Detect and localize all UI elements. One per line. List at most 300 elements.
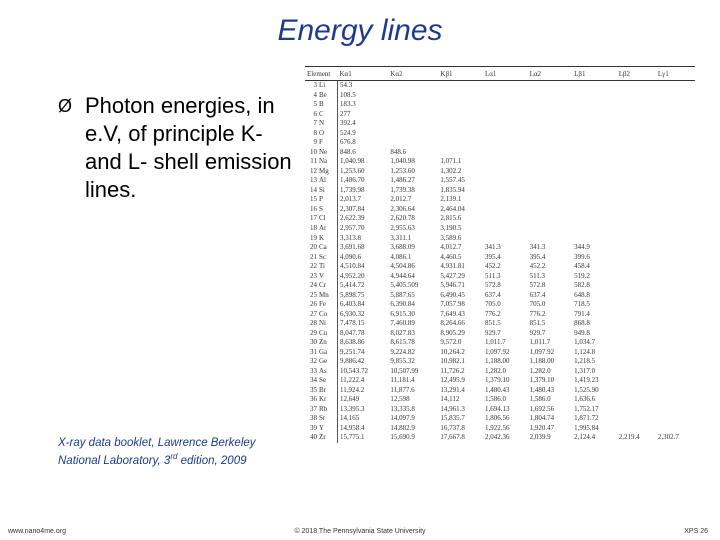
kb1-value: 1,302.2 xyxy=(440,166,462,175)
element-symbol: N xyxy=(318,119,338,129)
la1-value xyxy=(483,167,528,177)
kb1-value xyxy=(438,148,483,158)
table-row xyxy=(305,138,695,148)
table-row xyxy=(305,91,695,101)
lg1-value xyxy=(656,138,695,148)
lb2-value xyxy=(617,100,656,110)
ka2-value xyxy=(388,110,438,120)
lg1-value xyxy=(656,252,695,262)
table-row xyxy=(305,347,695,357)
la1-value: 452.2 xyxy=(484,262,501,271)
la2-value: 395.4 xyxy=(529,252,546,261)
table-row xyxy=(305,376,695,386)
lb1-value xyxy=(572,157,617,167)
ka2-value: 1,486.27 xyxy=(390,176,415,185)
kb1-value: 1,835.94 xyxy=(440,185,465,194)
ka2-value xyxy=(388,119,438,129)
lg1-value xyxy=(656,100,695,110)
lb1-value: 1,636.6 xyxy=(574,395,596,404)
ka2-value: 14,097.9 xyxy=(390,414,415,423)
kb1-value: 1,557.45 xyxy=(440,176,465,185)
ka2-value xyxy=(388,100,438,110)
atomic-number: 13 xyxy=(310,176,317,185)
la2-value: 341.3 xyxy=(529,243,546,252)
table-row xyxy=(305,433,695,443)
lb2-value xyxy=(617,290,656,300)
table-row xyxy=(305,281,695,291)
kb1-value xyxy=(438,129,483,139)
atomic-number: 10 xyxy=(310,147,317,156)
lb1-value: 399.6 xyxy=(574,252,590,261)
ka2-value: 6,390.84 xyxy=(390,300,415,309)
la2-value xyxy=(528,224,573,234)
element-symbol: Co xyxy=(318,309,338,319)
lb2-value xyxy=(617,347,656,357)
atomic-number: 29 xyxy=(310,328,317,337)
kb1-value xyxy=(438,119,483,129)
la2-value: 776.2 xyxy=(529,309,546,318)
la2-value xyxy=(528,157,573,167)
la2-value: 1,379.10 xyxy=(529,376,555,385)
la1-value: 1,480.43 xyxy=(484,385,510,394)
ka2-value: 12,598 xyxy=(390,395,410,404)
ka1-value: 8,047.78 xyxy=(340,328,365,337)
lb1-value: 1,218.5 xyxy=(574,357,596,366)
atomic-number: 39 xyxy=(310,423,317,432)
element-symbol: Cr xyxy=(318,281,338,291)
column-header-kb1: Kβ1 xyxy=(438,67,483,81)
atomic-number: 24 xyxy=(310,281,317,290)
kb1-value: 12,495.9 xyxy=(440,376,465,385)
kb1-value: 4,012.7 xyxy=(440,243,462,252)
element-symbol: Y xyxy=(318,424,338,434)
atomic-number: 6 xyxy=(313,109,317,118)
kb1-value: 5,427.29 xyxy=(440,271,465,280)
atomic-number: 7 xyxy=(313,119,317,128)
bullet-point xyxy=(58,92,293,204)
la1-value: 705.0 xyxy=(484,300,501,309)
column-header-ka2: Kα2 xyxy=(388,67,438,81)
table-row xyxy=(305,176,695,186)
lb2-value xyxy=(617,81,656,91)
la1-value: 395.4 xyxy=(484,252,501,261)
kb1-value: 3,190.5 xyxy=(440,223,462,232)
atomic-number: 17 xyxy=(310,214,317,223)
ka2-value: 4,504.86 xyxy=(390,262,415,271)
element-symbol: Fe xyxy=(318,300,338,310)
la2-value xyxy=(528,195,573,205)
la1-value xyxy=(483,224,528,234)
kb1-value: 8,905.29 xyxy=(440,328,465,337)
lb1-value: 1,525.90 xyxy=(574,385,599,394)
lg1-value xyxy=(656,414,695,424)
table-row xyxy=(305,262,695,272)
lb1-value: 519.2 xyxy=(574,271,590,280)
kb1-value xyxy=(438,138,483,148)
table-row xyxy=(305,119,695,129)
la2-value: 1,011.7 xyxy=(529,338,551,347)
table-row xyxy=(305,386,695,396)
footer-copyright: © 2018 The Pennsylvania State University xyxy=(294,528,426,535)
lb2-value xyxy=(617,195,656,205)
element-symbol: Ni xyxy=(318,319,338,329)
la1-value xyxy=(483,214,528,224)
element-symbol: Mn xyxy=(318,290,338,300)
la2-value: 1,097.92 xyxy=(529,347,555,356)
atomic-number: 16 xyxy=(310,204,317,213)
lb1-value xyxy=(572,119,617,129)
element-symbol: P xyxy=(318,195,338,205)
ka1-value: 4,510.84 xyxy=(340,262,365,271)
lb2-value xyxy=(617,167,656,177)
kb1-value: 13,291.4 xyxy=(440,385,465,394)
kb1-value: 2,815.6 xyxy=(440,214,462,223)
la1-value: 1,922.56 xyxy=(484,423,510,432)
column-header-lg1: Lγ1 xyxy=(656,67,695,81)
element-symbol: Ne xyxy=(318,148,338,158)
table-row xyxy=(305,357,695,367)
la1-value xyxy=(483,157,528,167)
lb2-value xyxy=(617,148,656,158)
element-symbol: Na xyxy=(318,157,338,167)
element-symbol: O xyxy=(318,129,338,139)
table-row xyxy=(305,157,695,167)
table-row xyxy=(305,319,695,329)
lg1-value xyxy=(656,167,695,177)
ka1-value: 1,253.60 xyxy=(340,166,365,175)
lb1-value xyxy=(572,129,617,139)
la2-value: 851.5 xyxy=(529,319,546,328)
lb1-value xyxy=(572,100,617,110)
element-symbol: C xyxy=(318,110,338,120)
table-row xyxy=(305,129,695,139)
column-header-la1: Lα1 xyxy=(483,67,528,81)
element-symbol: Ca xyxy=(318,243,338,253)
element-symbol: Cl xyxy=(318,214,338,224)
table-row xyxy=(305,366,695,376)
ka1-value: 9,251.74 xyxy=(340,347,365,356)
lb1-value xyxy=(572,110,617,120)
atomic-number: 40 xyxy=(310,433,317,442)
kb1-value: 3,589.6 xyxy=(440,233,462,242)
atomic-number: 26 xyxy=(310,300,317,309)
atomic-number: 8 xyxy=(313,128,317,137)
element-symbol: Se xyxy=(318,376,338,386)
ka1-value: 11,924.2 xyxy=(340,385,365,394)
ka2-value: 2,306.64 xyxy=(390,204,415,213)
atomic-number: 9 xyxy=(313,138,317,147)
element-symbol: Ga xyxy=(318,347,338,357)
lb1-value: 1,034.7 xyxy=(574,338,596,347)
footer-website: www.nano4me.org xyxy=(8,528,66,535)
lb2-value xyxy=(617,176,656,186)
lb2-value xyxy=(617,224,656,234)
ka1-value: 848.6 xyxy=(340,147,356,156)
element-symbol: V xyxy=(318,271,338,281)
ka1-value: 3,313.8 xyxy=(340,233,361,242)
la1-value: 511.3 xyxy=(484,271,501,280)
ka2-value: 3,688.09 xyxy=(390,243,415,252)
lg1-value xyxy=(656,281,695,291)
kb1-value xyxy=(438,100,483,110)
column-header-la2: Lα2 xyxy=(528,67,573,81)
ka1-value: 10,543.72 xyxy=(340,366,368,375)
ka1-value: 1,739.98 xyxy=(340,185,365,194)
table-row xyxy=(305,205,695,215)
element-symbol: Br xyxy=(318,386,338,396)
ka1-value: 2,622.39 xyxy=(340,214,365,223)
lg1-value xyxy=(656,110,695,120)
ka2-value: 10,507.99 xyxy=(390,366,419,375)
la2-value: 452.2 xyxy=(529,262,546,271)
la1-value xyxy=(483,148,528,158)
element-symbol: Kr xyxy=(318,395,338,405)
lg1-value xyxy=(656,424,695,434)
table-row xyxy=(305,100,695,110)
lb1-value: 648.8 xyxy=(574,290,590,299)
ka1-value: 5,414.72 xyxy=(340,281,365,290)
lg1-value xyxy=(656,300,695,310)
atomic-number: 25 xyxy=(310,290,317,299)
lg1-value xyxy=(656,91,695,101)
la1-value xyxy=(483,91,528,101)
ka2-value xyxy=(388,138,438,148)
table-row xyxy=(305,271,695,281)
lb1-value: 1,752.17 xyxy=(574,404,599,413)
kb1-value: 4,931.81 xyxy=(440,262,465,271)
la1-value: 776.2 xyxy=(484,309,501,318)
ka2-value xyxy=(388,91,438,101)
element-symbol: B xyxy=(318,100,338,110)
table-row xyxy=(305,214,695,224)
la2-value xyxy=(528,148,573,158)
lg1-value xyxy=(656,186,695,196)
la1-value: 1,188.00 xyxy=(484,357,510,366)
ka1-value: 54.3 xyxy=(340,81,353,90)
table-row xyxy=(305,110,695,120)
la2-value: 637.4 xyxy=(529,290,546,299)
element-symbol: Mg xyxy=(318,167,338,177)
atomic-number: 38 xyxy=(310,414,317,423)
ka2-value: 4,086.1 xyxy=(390,252,412,261)
column-header-lb1: Lβ1 xyxy=(572,67,617,81)
lg1-value xyxy=(656,176,695,186)
kb1-value: 2,464.04 xyxy=(440,204,465,213)
lb1-value xyxy=(572,214,617,224)
atomic-number: 14 xyxy=(310,185,317,194)
kb1-value: 10,264.2 xyxy=(440,347,465,356)
la1-value xyxy=(483,138,528,148)
lb1-value: 582.8 xyxy=(574,281,590,290)
atomic-number: 20 xyxy=(310,243,317,252)
lb2-value xyxy=(617,110,656,120)
atomic-number: 11 xyxy=(310,157,317,166)
lb1-value: 949.8 xyxy=(574,328,590,337)
lb2-value xyxy=(617,300,656,310)
la2-value: 1,282.0 xyxy=(529,366,551,375)
atomic-number: 19 xyxy=(310,233,317,242)
lb1-value: 458.4 xyxy=(574,262,590,271)
atomic-number: 23 xyxy=(310,271,317,280)
table-row xyxy=(305,300,695,310)
kb1-value: 1,071.1 xyxy=(440,157,462,166)
la2-value xyxy=(528,214,573,224)
kb1-value: 2,139.1 xyxy=(440,195,462,204)
lb2-value xyxy=(617,129,656,139)
lb2-value xyxy=(617,414,656,424)
ka2-value: 1,040.98 xyxy=(390,157,415,166)
lb2-value xyxy=(617,262,656,272)
la1-value: 572.8 xyxy=(484,281,501,290)
lg1-value xyxy=(656,290,695,300)
ka2-value xyxy=(388,129,438,139)
emission-lines-table-image xyxy=(305,66,695,482)
ka1-value: 13,395.3 xyxy=(340,404,365,413)
la1-value: 851.5 xyxy=(484,319,501,328)
lg1-value xyxy=(656,129,695,139)
atomic-number: 18 xyxy=(310,223,317,232)
la1-value: 1,282.0 xyxy=(484,366,506,375)
la2-value: 1,804.74 xyxy=(529,414,555,423)
lb1-value: 1,871.72 xyxy=(574,414,599,423)
lb2-value xyxy=(617,366,656,376)
ka2-value: 9,224.82 xyxy=(390,347,415,356)
kb1-value: 15,835.7 xyxy=(440,414,465,423)
ka1-value: 2,957.70 xyxy=(340,223,365,232)
la2-value: 1,586.0 xyxy=(529,395,551,404)
lb2-value xyxy=(617,205,656,215)
table-row xyxy=(305,328,695,338)
ka1-value: 15,775.1 xyxy=(340,433,365,442)
la2-value xyxy=(528,110,573,120)
slide-title: Energy lines xyxy=(277,14,443,47)
table-row xyxy=(305,243,695,253)
column-header-element: Element xyxy=(305,67,338,81)
lg1-value xyxy=(656,243,695,253)
ka2-value: 2,012.7 xyxy=(390,195,412,204)
ka2-value: 4,944.64 xyxy=(390,271,415,280)
table-row xyxy=(305,167,695,177)
lb1-value: 2,124.4 xyxy=(574,433,596,442)
table-header-row xyxy=(305,67,695,81)
la1-value: 1,586.0 xyxy=(484,395,506,404)
lg1-value xyxy=(656,233,695,243)
element-symbol: Sr xyxy=(318,414,338,424)
kb1-value: 4,460.5 xyxy=(440,252,462,261)
la2-value xyxy=(528,233,573,243)
ka1-value: 392.4 xyxy=(340,119,356,128)
lg1-value xyxy=(656,386,695,396)
lb2-value xyxy=(617,376,656,386)
lb1-value: 1,124.8 xyxy=(574,347,596,356)
lb2-value xyxy=(617,233,656,243)
la1-value: 341.3 xyxy=(484,243,501,252)
table-row xyxy=(305,224,695,234)
citation xyxy=(58,436,298,468)
ka1-value: 108.5 xyxy=(340,90,356,99)
element-symbol: Ti xyxy=(318,262,338,272)
emission-lines-table xyxy=(305,66,695,443)
lb1-value xyxy=(572,167,617,177)
lb1-value xyxy=(572,81,617,91)
lg1-value xyxy=(656,148,695,158)
la2-value: 511.3 xyxy=(529,271,546,280)
ka2-value: 11,181.4 xyxy=(390,376,415,385)
kb1-value: 17,667.8 xyxy=(440,433,465,442)
lb2-value xyxy=(617,386,656,396)
lg1-value: 2,302.7 xyxy=(657,433,679,442)
column-header-lb2: Lβ2 xyxy=(617,67,656,81)
la1-value: 929.7 xyxy=(484,328,501,337)
ka1-value: 5,898.75 xyxy=(340,290,365,299)
ka2-value: 5,405.509 xyxy=(390,281,419,290)
lg1-value xyxy=(656,338,695,348)
lb1-value: 1,419.23 xyxy=(574,376,599,385)
lb2-value xyxy=(617,214,656,224)
element-symbol: F xyxy=(318,138,338,148)
lb2-value xyxy=(617,338,656,348)
lg1-value xyxy=(656,81,695,91)
kb1-value xyxy=(438,91,483,101)
la2-value xyxy=(528,119,573,129)
ka1-value: 1,486.70 xyxy=(340,176,365,185)
kb1-value: 11,726.2 xyxy=(440,366,465,375)
la2-value: 572.8 xyxy=(529,281,546,290)
table-row xyxy=(305,252,695,262)
ka2-value: 848.6 xyxy=(390,147,407,156)
atomic-number: 31 xyxy=(310,347,317,356)
element-symbol: Sc xyxy=(318,252,338,262)
lb1-value: 1,317.0 xyxy=(574,366,596,375)
ka1-value: 14,958.4 xyxy=(340,423,365,432)
la1-value xyxy=(483,186,528,196)
lb2-value xyxy=(617,357,656,367)
kb1-value: 14,961.3 xyxy=(440,404,465,413)
la2-value xyxy=(528,129,573,139)
lb1-value xyxy=(572,138,617,148)
ka2-value: 2,955.63 xyxy=(390,223,415,232)
la2-value: 1,920.47 xyxy=(529,423,555,432)
element-symbol: Ge xyxy=(318,357,338,367)
la1-value xyxy=(483,195,528,205)
ka1-value: 2,307.84 xyxy=(340,204,365,213)
la1-value: 637.4 xyxy=(484,290,501,299)
lb2-value xyxy=(617,243,656,253)
ka1-value: 4,952.20 xyxy=(340,271,365,280)
atomic-number: 34 xyxy=(310,376,317,385)
lg1-value xyxy=(656,357,695,367)
lb1-value xyxy=(572,148,617,158)
la2-value: 1,692.56 xyxy=(529,404,555,413)
lb1-value: 344.9 xyxy=(574,243,590,252)
atomic-number: 15 xyxy=(310,195,317,204)
ka1-value: 4,090.6 xyxy=(340,252,361,261)
table-row xyxy=(305,233,695,243)
lb1-value xyxy=(572,224,617,234)
lg1-value xyxy=(656,395,695,405)
atomic-number: 21 xyxy=(310,252,317,261)
table-row xyxy=(305,195,695,205)
lg1-value xyxy=(656,157,695,167)
ka2-value: 15,690.9 xyxy=(390,433,415,442)
atomic-number: 12 xyxy=(310,166,317,175)
ka2-value: 5,887.65 xyxy=(390,290,415,299)
table-row xyxy=(305,309,695,319)
la2-value xyxy=(528,167,573,177)
kb1-value: 14,112 xyxy=(440,395,460,404)
ka2-value: 8,027.83 xyxy=(390,328,415,337)
lg1-value xyxy=(656,205,695,215)
